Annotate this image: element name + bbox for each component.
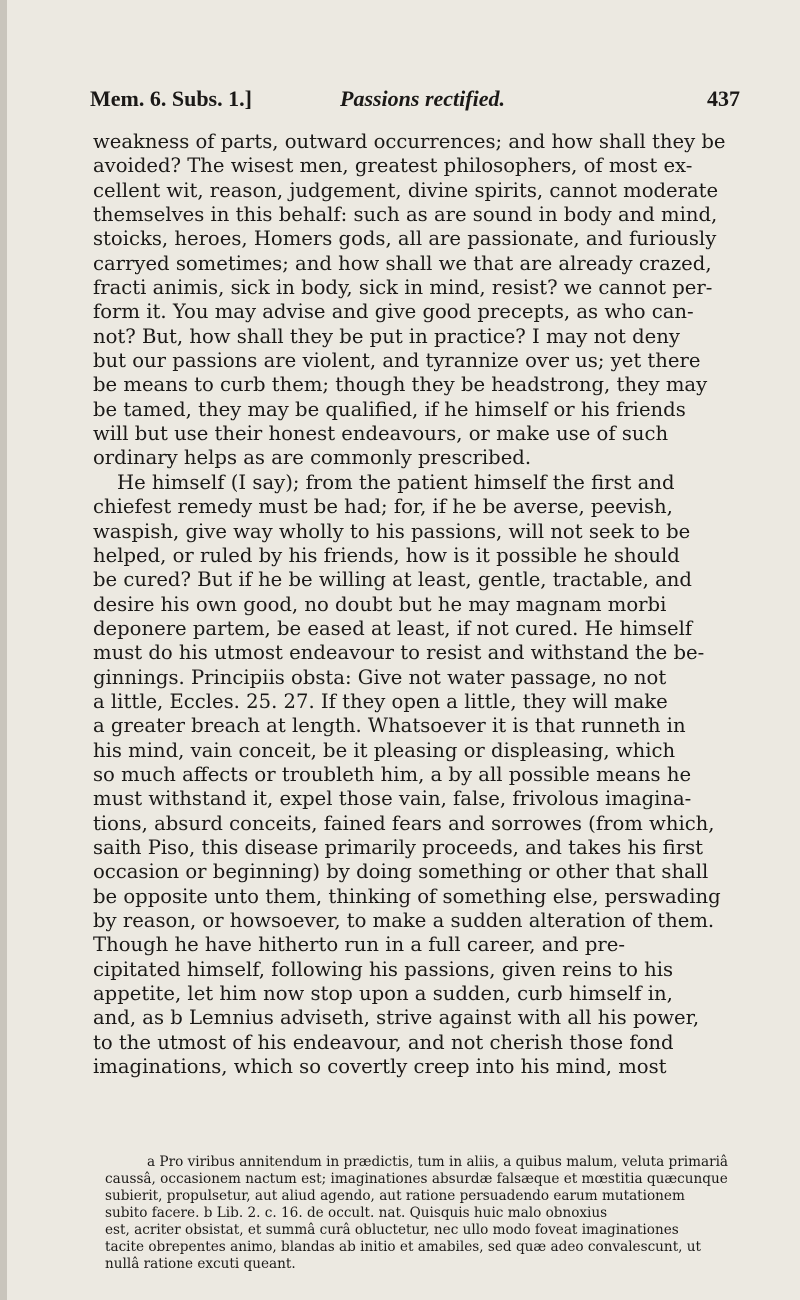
text-line: be tamed, they may be qualified, if he himself or his friends [93, 397, 686, 421]
text-line: ginnings. Principiis obsta: Give not water passage, no not [93, 665, 667, 689]
text-line: but our passions are violent, and tyrannize over us; yet there [93, 349, 701, 373]
text-line: so much affects or troubleth him, a by all possible means he [93, 762, 692, 786]
text-line: must do his utmost endeavour to resist and withstand the be- [93, 641, 705, 665]
text-line: imaginations, which so covertly creep into his mind, most [93, 1055, 667, 1079]
text-line: occasion or beginning) by doing something or other that shall [93, 860, 709, 884]
footnote-line: nullâ ratione excuti queant. [105, 1256, 296, 1272]
text-line: carryed sometimes; and how shall we that are already crazed, [93, 251, 712, 275]
section-reference: Mem. 6. Subs. 1.] [90, 86, 252, 111]
text-line: waspish, give way wholly to his passions, will not seek to be [93, 519, 691, 543]
text-line: be means to curb them; though they be headstrong, they may [93, 373, 708, 397]
text-line: appetite, let him now stop upon a sudden, curb himself in, [93, 982, 673, 1006]
footnote-line: subito facere. b Lib. 2. c. 16. de occult. nat. Quisquis huic malo obnoxius [105, 1205, 608, 1221]
text-line: a greater breach at length. Whatsoever it is that runneth in [93, 714, 686, 738]
text-line: and, as b Lemnius adviseth, strive against with all his power, [93, 1006, 700, 1030]
text-line: deponere partem, be eased at least, if not cured. He himself [93, 616, 693, 640]
paragraph-start-line: He himself (I say); from the patient himself the first and [117, 470, 675, 494]
text-line: chiefest remedy must be had; for, if he be averse, peevish, [93, 495, 673, 519]
body-text [93, 130, 739, 1079]
footnote-line: est, acriter obsistat, et summâ curâ obluctetur, nec ullo modo foveat imaginationes [105, 1222, 679, 1238]
text-line: cellent wit, reason, judgement, divine spirits, cannot moderate [93, 178, 719, 202]
footnote-line: tacite obrepentes animo, blandas ab initio et amabiles, sed quæ adeo convalescunt, ut [105, 1239, 702, 1255]
footnote-line: caussâ, occasionem nactum est; imaginationes absurdæ falsæque et mœstitia quæcunque [105, 1171, 728, 1187]
running-header [90, 84, 740, 116]
footnote-line: a Pro viribus annitendum in prædictis, tum in aliis, a quibus malum, veluta primariâ [147, 1154, 729, 1170]
text-line: avoided? The wisest men, greatest philosophers, of most ex- [93, 154, 693, 178]
text-line: not? But, how shall they be put in practice? I may not deny [93, 324, 680, 348]
text-line: saith Piso, this disease primarily proceeds, and takes his first [93, 835, 704, 859]
text-line: be opposite unto them, thinking of something else, perswading [93, 884, 721, 908]
running-title: Passions rectified. [340, 86, 505, 111]
text-line: tions, absurd conceits, fained fears and sorrowes (from which, [93, 811, 715, 835]
footnote-line: subierit, propulsetur, aut aliud agendo, aut ratione persuadendo earum mutationem [105, 1188, 685, 1204]
text-line: helped, or ruled by his friends, how is it possible he should [93, 543, 680, 567]
text-line: his mind, vain conceit, be it pleasing or displeasing, which [93, 738, 676, 762]
text-line: stoicks, heroes, Homers gods, all are passionate, and furiously [93, 227, 717, 251]
text-line: a little, Eccles. 25. 27. If they open a little, they will make [93, 689, 668, 713]
page-edge [0, 0, 7, 1300]
text-line: weakness of parts, outward occurrences; and how shall they be [93, 130, 726, 153]
text-line: ordinary helps as are commonly prescribed. [93, 446, 532, 470]
text-line: cipitated himself, following his passions, given reins to his [93, 957, 674, 981]
text-line: by reason, or howsoever, to make a sudden alteration of them. [93, 909, 715, 932]
text-line: desire his own good, no doubt but he may magnam morbi [93, 592, 667, 616]
text-line: form it. You may advise and give good precepts, as who can- [93, 300, 694, 324]
text-line: to the utmost of his endeavour, and not cherish those fond [93, 1030, 674, 1054]
text-line: fracti animis, sick in body, sick in mind, resist? we cannot per- [93, 276, 713, 300]
page-number: 437 [707, 86, 740, 111]
footnotes [105, 1154, 737, 1273]
text-line: will but use their honest endeavours, or make use of such [93, 422, 669, 446]
text-line: be cured? But if he be willing at least, gentle, tractable, and [93, 568, 692, 592]
text-line: Though he have hitherto run in a full career, and pre- [93, 933, 625, 957]
text-line: must withstand it, expel those vain, false, frivolous imagina- [93, 787, 692, 811]
text-line: themselves in this behalf: such as are sound in body and mind, [93, 203, 718, 227]
